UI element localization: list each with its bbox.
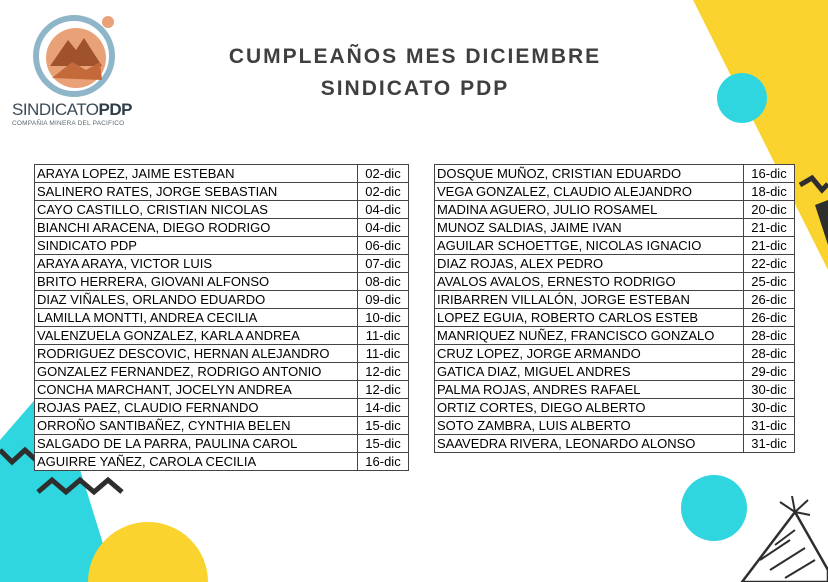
member-name: GATICA DIAZ, MIGUEL ANDRES [435, 363, 744, 381]
table-row [35, 381, 409, 399]
table-row [435, 237, 795, 255]
table-row [435, 345, 795, 363]
table-row [35, 201, 409, 219]
birthday-date: 04-dic [358, 219, 409, 237]
table-row [35, 255, 409, 273]
birthday-date: 12-dic [358, 363, 409, 381]
birthday-date: 16-dic [358, 453, 409, 471]
birthday-date: 28-dic [744, 327, 795, 345]
member-name: ROJAS PAEZ, CLAUDIO FERNANDO [35, 399, 358, 417]
member-name: GONZALEZ FERNANDEZ, RODRIGO ANTONIO [35, 363, 358, 381]
birthday-date: 31-dic [744, 435, 795, 453]
birthday-date: 04-dic [358, 201, 409, 219]
birthday-date: 29-dic [744, 363, 795, 381]
birthday-date: 22-dic [744, 255, 795, 273]
table-row [435, 417, 795, 435]
birthday-date: 16-dic [744, 165, 795, 183]
party-hat-icon [742, 496, 828, 582]
table-row [35, 453, 409, 471]
member-name: SOTO ZAMBRA, LUIS ALBERTO [435, 417, 744, 435]
birthday-date: 21-dic [744, 219, 795, 237]
member-name: AGUIRRE YAÑEZ, CAROLA CECILIA [35, 453, 358, 471]
birthday-date: 15-dic [358, 435, 409, 453]
birthday-date: 11-dic [358, 345, 409, 363]
member-name: DIAZ VIÑALES, ORLANDO EDUARDO [35, 291, 358, 309]
birthday-date: 07-dic [358, 255, 409, 273]
birthday-date: 12-dic [358, 381, 409, 399]
member-name: LOPEZ EGUIA, ROBERTO CARLOS ESTEB [435, 309, 744, 327]
member-name: DOSQUE MUÑOZ, CRISTIAN EDUARDO [435, 165, 744, 183]
member-name: ORTIZ CORTES, DIEGO ALBERTO [435, 399, 744, 417]
member-name: VEGA GONZALEZ, CLAUDIO ALEJANDRO [435, 183, 744, 201]
member-name: BRITO HERRERA, GIOVANI ALFONSO [35, 273, 358, 291]
birthday-date: 21-dic [744, 237, 795, 255]
table-row [35, 291, 409, 309]
member-name: MADINA AGUERO, JULIO ROSAMEL [435, 201, 744, 219]
member-name: MANRIQUEZ NUÑEZ, FRANCISCO GONZALO [435, 327, 744, 345]
member-name: SAAVEDRA RIVERA, LEONARDO ALONSO [435, 435, 744, 453]
member-name: SINDICATO PDP [35, 237, 358, 255]
member-name: VALENZUELA GONZALEZ, KARLA ANDREA [35, 327, 358, 345]
birthday-date: 02-dic [358, 183, 409, 201]
birthday-date: 28-dic [744, 345, 795, 363]
member-name: SALINERO RATES, JORGE SEBASTIAN [35, 183, 358, 201]
table-row [35, 399, 409, 417]
table-row [35, 327, 409, 345]
table-row [435, 381, 795, 399]
member-name: AVALOS AVALOS, ERNESTO RODRIGO [435, 273, 744, 291]
cyan-circle-bottom [681, 475, 747, 541]
member-name: CRUZ LOPEZ, JORGE ARMANDO [435, 345, 744, 363]
yellow-circle-bottom-left [88, 522, 208, 582]
table-row [35, 309, 409, 327]
table-row [35, 417, 409, 435]
birthday-date: 02-dic [358, 165, 409, 183]
cyan-circle-top [717, 73, 767, 123]
birthday-date: 26-dic [744, 291, 795, 309]
table-row [35, 345, 409, 363]
member-name: RODRIGUEZ DESCOVIC, HERNAN ALEJANDRO [35, 345, 358, 363]
birthday-date: 30-dic [744, 399, 795, 417]
table-row [435, 219, 795, 237]
birthday-table-right [434, 164, 795, 453]
member-name: SALGADO DE LA PARRA, PAULINA CAROL [35, 435, 358, 453]
birthday-date: 10-dic [358, 309, 409, 327]
table-row [435, 363, 795, 381]
member-name: LAMILLA MONTTI, ANDREA CECILIA [35, 309, 358, 327]
page-title-line1: CUMPLEAÑOS MES DICIEMBRE [228, 45, 602, 68]
table-row [435, 255, 795, 273]
member-name: MUNOZ SALDIAS, JAIME IVAN [435, 219, 744, 237]
table-row [435, 183, 795, 201]
birthday-date: 11-dic [358, 327, 409, 345]
member-name: AGUILAR SCHOETTGE, NICOLAS IGNACIO [435, 237, 744, 255]
member-name: CONCHA MARCHANT, JOCELYN ANDREA [35, 381, 358, 399]
birthday-date: 25-dic [744, 273, 795, 291]
birthday-date: 20-dic [744, 201, 795, 219]
table-row [35, 237, 409, 255]
logo-brand [12, 100, 132, 120]
birthday-table-left [34, 164, 409, 471]
table-row [435, 327, 795, 345]
table-row [435, 201, 795, 219]
table-row [435, 309, 795, 327]
table-row [35, 165, 409, 183]
member-name: CAYO CASTILLO, CRISTIAN NICOLAS [35, 201, 358, 219]
birthday-date: 09-dic [358, 291, 409, 309]
table-row [35, 273, 409, 291]
table-row [35, 183, 409, 201]
member-name: ARAYA LOPEZ, JAIME ESTEBAN [35, 165, 358, 183]
table-row [435, 435, 795, 453]
birthday-date: 14-dic [358, 399, 409, 417]
member-name: ARAYA ARAYA, VICTOR LUIS [35, 255, 358, 273]
logo-subtitle: COMPAÑIA MINERA DEL PACIFICO [12, 120, 125, 127]
birthday-date: 18-dic [744, 183, 795, 201]
member-name: ORROÑO SANTIBAÑEZ, CYNTHIA BELEN [35, 417, 358, 435]
logo-brand-light: SINDICATO [12, 100, 99, 119]
logo-brand-bold: PDP [98, 100, 132, 119]
page-title-line2: SINDICATO PDP [320, 77, 510, 100]
birthday-date: 31-dic [744, 417, 795, 435]
birthday-date: 30-dic [744, 381, 795, 399]
member-name: IRIBARREN VILLALÓN, JORGE ESTEBAN [435, 291, 744, 309]
table-row [35, 435, 409, 453]
member-name: DIAZ ROJAS, ALEX PEDRO [435, 255, 744, 273]
birthday-date: 06-dic [358, 237, 409, 255]
table-row [435, 399, 795, 417]
birthday-date: 26-dic [744, 309, 795, 327]
table-row [435, 291, 795, 309]
birthday-date: 15-dic [358, 417, 409, 435]
table-row [435, 273, 795, 291]
table-row [435, 165, 795, 183]
table-row [35, 219, 409, 237]
member-name: PALMA ROJAS, ANDRES RAFAEL [435, 381, 744, 399]
sindicato-logo [10, 10, 140, 130]
birthday-date: 08-dic [358, 273, 409, 291]
mountain-logo-icon [22, 10, 122, 102]
table-row [35, 363, 409, 381]
member-name: BIANCHI ARACENA, DIEGO RODRIGO [35, 219, 358, 237]
